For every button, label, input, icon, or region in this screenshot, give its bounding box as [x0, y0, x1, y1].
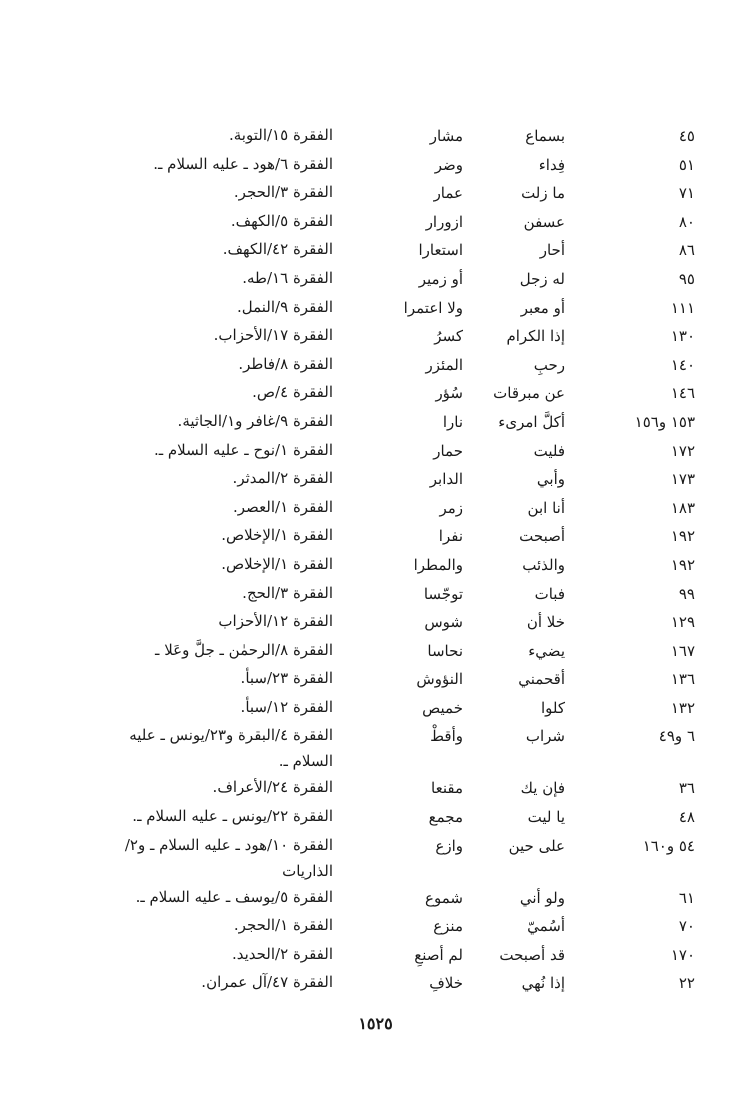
row-rhyme-word: الدابر [429, 470, 463, 489]
row-rhyme-word: كسرُ [434, 327, 463, 346]
index-row [125, 912, 695, 941]
row-rhyme-word: حمار [433, 441, 463, 460]
index-row [125, 832, 695, 884]
row-page-numbers: ١٤٠ [670, 355, 695, 374]
index-row [125, 465, 695, 494]
row-verse-start: وأبي [536, 470, 565, 489]
row-page-numbers: ٥١ [678, 155, 695, 174]
row-page-numbers: ١٣٢ [670, 698, 695, 717]
row-page-numbers: ١٩٢ [670, 555, 695, 574]
index-row [125, 151, 695, 180]
row-verse-start: بسماع [525, 127, 565, 145]
row-page-numbers: ١٥٣ و١٥٦ [634, 412, 695, 431]
row-verse-start: يا ليت [527, 808, 565, 827]
index-row [125, 494, 695, 523]
row-reference: الفقرة ١٥/التوبة. [228, 126, 333, 144]
index-row [125, 351, 695, 380]
row-reference: الفقرة ٢/المدثر. [232, 469, 333, 488]
row-verse-start: والذئب [522, 555, 565, 574]
row-page-numbers: ١٨٣ [670, 498, 695, 517]
row-page-numbers: ٣٦ [678, 779, 695, 798]
row-reference: الفقرة ٩/النمل. [236, 297, 333, 316]
row-rhyme-word: لم أصنعِ [414, 945, 463, 964]
row-reference: الفقرة ١٠/هود ـ عليه السلام ـ و٢/الذاريات [124, 835, 333, 880]
index-row [125, 884, 695, 913]
row-verse-start: له زجل [519, 269, 565, 288]
row-verse-start: ولو أني [519, 888, 565, 907]
row-verse-start: أو معبر [520, 298, 565, 317]
row-rhyme-word: شوس [424, 613, 463, 632]
row-rhyme-word: والمطرا [413, 555, 463, 574]
row-verse-start: فإن يك [520, 779, 565, 798]
row-page-numbers: ٤٥ [678, 127, 695, 145]
row-rhyme-word: خميص [422, 698, 463, 717]
index-row [125, 208, 695, 237]
row-reference: الفقرة ١٧/الأحزاب. [213, 326, 333, 345]
row-rhyme-word: وازع [435, 836, 463, 855]
index-row [125, 665, 695, 694]
index-row [125, 637, 695, 666]
row-page-numbers: ١٧٠ [670, 945, 695, 964]
row-page-numbers: ٢٢ [678, 974, 695, 993]
row-verse-start: عسفن [523, 212, 565, 231]
row-page-numbers: ١٤٦ [670, 384, 695, 403]
index-row [125, 722, 695, 774]
index-row [125, 294, 695, 323]
row-page-numbers: ١٣٠ [670, 327, 695, 346]
index-row [125, 322, 695, 351]
row-rhyme-word: مقنعا [431, 779, 463, 798]
row-rhyme-word: عمار [433, 184, 463, 203]
row-page-numbers: ٦ و٤٩ [658, 727, 695, 746]
index-row [125, 774, 695, 803]
row-reference: الفقرة ١٢/الأحزاب [218, 612, 333, 631]
index-row [125, 122, 695, 151]
index-row [125, 969, 695, 998]
row-rhyme-word: المئزر [425, 355, 463, 374]
row-rhyme-word: النؤوش [416, 670, 463, 689]
row-page-numbers: ٨٦ [678, 241, 695, 260]
row-reference: الفقرة ٨/فاطر. [238, 354, 333, 373]
row-reference: الفقرة ٣/الحج. [242, 583, 333, 602]
row-rhyme-word: وأقطْ [430, 727, 463, 746]
row-page-numbers: ٧٠ [678, 917, 695, 936]
row-rhyme-word: ازورار [425, 212, 463, 231]
row-verse-start: فبات [534, 584, 565, 603]
row-page-numbers: ٦١ [678, 888, 695, 907]
row-page-numbers: ١٩٢ [670, 527, 695, 546]
row-reference: الفقرة ٤٧/آل عمران. [201, 973, 333, 992]
index-row [125, 437, 695, 466]
row-verse-start: كلوا [540, 698, 565, 717]
index-row [125, 580, 695, 609]
verse-index-table [125, 122, 695, 998]
row-verse-start: ما زلت [521, 184, 565, 203]
row-page-numbers: ٤٨ [678, 808, 695, 827]
row-verse-start: خلا أن [526, 613, 565, 632]
index-row [125, 522, 695, 551]
row-rhyme-word: زمر [439, 498, 463, 517]
row-reference: الفقرة ٤٢/الكهف. [222, 240, 333, 259]
row-reference: الفقرة ٩/غافر و١/الجاثية. [177, 411, 333, 430]
index-row [125, 551, 695, 580]
row-page-numbers: ١٦٧ [670, 641, 695, 660]
row-reference: الفقرة ٢٤/الأعراف. [212, 778, 333, 797]
row-rhyme-word: وضر [434, 155, 463, 174]
row-rhyme-word: خلافِ [429, 974, 463, 993]
row-reference: الفقرة ٨/الرحمٰن ـ جلَّ وعَلا ـ [155, 640, 333, 659]
row-reference: الفقرة ٢٢/يونس ـ عليه السلام ـ. [132, 807, 333, 826]
row-reference: الفقرة ٤/ص. [252, 383, 333, 402]
row-reference: الفقرة ١/الإخلاص. [221, 554, 333, 573]
row-page-numbers: ٥٤ و١٦٠ [642, 836, 695, 855]
page-number: ١٥٢٥ [358, 1014, 393, 1033]
row-rhyme-word: شموع [425, 888, 463, 907]
row-rhyme-word: مجمع [428, 808, 463, 827]
index-row [125, 236, 695, 265]
row-page-numbers: ١١١ [670, 298, 695, 317]
row-verse-start: فليت [533, 441, 565, 460]
row-page-numbers: ٨٠ [678, 212, 695, 231]
row-verse-start: أكلَّ امرىء [498, 412, 565, 431]
row-rhyme-word: أو زمير [418, 269, 463, 288]
index-row [125, 608, 695, 637]
row-rhyme-word: نارا [442, 412, 463, 431]
row-page-numbers: ١٢٩ [670, 613, 695, 632]
row-page-numbers: ١٧٢ [670, 441, 695, 460]
row-verse-start: أنا ابن [527, 498, 565, 517]
row-rhyme-word: منزع [433, 917, 463, 936]
row-page-numbers: ٧١ [678, 184, 695, 203]
row-page-numbers: ١٧٣ [670, 470, 695, 489]
index-row [125, 379, 695, 408]
row-reference: الفقرة ٤/البقرة و٢٣/يونس ـ عليه السلام ـ. [129, 726, 333, 771]
row-rhyme-word: ولا اعتمرا [403, 298, 463, 317]
row-rhyme-word: مشار [429, 127, 463, 145]
row-verse-start: عن مبرقات [493, 384, 565, 403]
row-rhyme-word: سُؤر [435, 384, 463, 403]
row-page-numbers: ٩٥ [678, 269, 695, 288]
row-reference: الفقرة ١/الإخلاص. [221, 526, 333, 545]
row-reference: الفقرة ٦/هود ـ عليه السلام ـ. [153, 154, 333, 173]
index-row [125, 179, 695, 208]
row-verse-start: أسُميّ [527, 917, 565, 936]
row-reference: الفقرة ٣/الحجر. [233, 183, 333, 202]
row-verse-start: إذا الكرام [506, 327, 565, 346]
row-verse-start: أقحمني [518, 670, 565, 689]
row-rhyme-word: نحاسا [427, 641, 463, 660]
index-row [125, 941, 695, 970]
row-verse-start: رحبِ [533, 355, 565, 374]
row-reference: الفقرة ١/نوح ـ عليه السلام ـ. [153, 440, 333, 459]
row-rhyme-word: توجّسا [423, 584, 463, 603]
row-reference: الفقرة ١/الحجر. [233, 916, 333, 935]
row-verse-start: يضيء [528, 641, 565, 660]
row-reference: الفقرة ١٢/سبأ. [240, 697, 333, 716]
index-row [125, 265, 695, 294]
row-verse-start: قد أصبحت [499, 945, 565, 964]
index-row [125, 408, 695, 437]
row-reference: الفقرة ٥/يوسف ـ عليه السلام ـ. [135, 887, 333, 906]
row-verse-start: إذا نُهي [521, 974, 565, 993]
row-reference: الفقرة ٥/الكهف. [230, 211, 333, 230]
row-verse-start: فِداء [538, 155, 565, 174]
row-reference: الفقرة ٢٣/سبأ. [240, 669, 333, 688]
row-rhyme-word: استعارا [418, 241, 463, 260]
row-rhyme-word: نفرا [438, 527, 463, 546]
row-reference: الفقرة ١٦/طه. [242, 268, 333, 287]
row-reference: الفقرة ٢/الحديد. [231, 944, 333, 963]
row-verse-start: شراب [525, 727, 565, 746]
row-page-numbers: ٩٩ [678, 584, 695, 603]
row-verse-start: أحار [539, 241, 565, 260]
row-verse-start: أصبحت [519, 527, 565, 546]
index-row [125, 694, 695, 723]
row-reference: الفقرة ١/العصر. [233, 497, 333, 516]
row-verse-start: على حين [508, 836, 565, 855]
row-page-numbers: ١٣٦ [670, 670, 695, 689]
index-row [125, 803, 695, 832]
